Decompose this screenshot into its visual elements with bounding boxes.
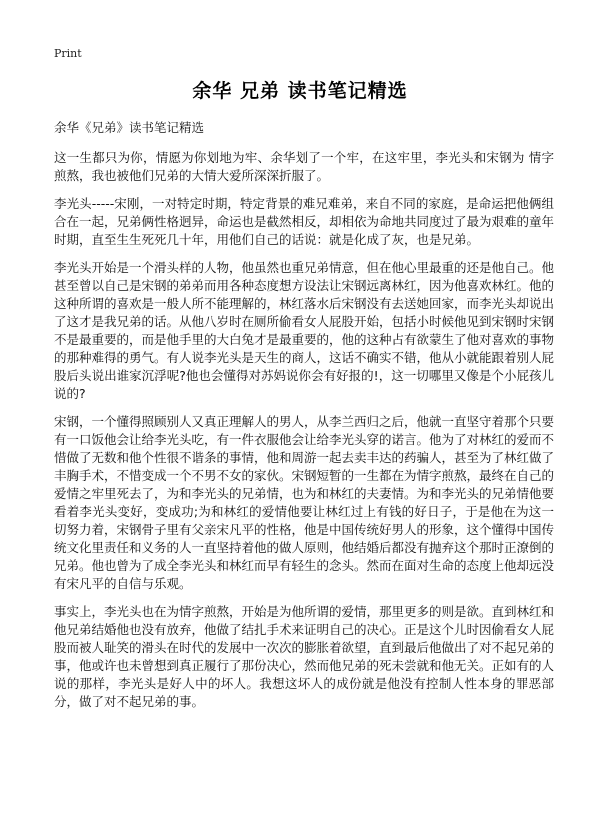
document-title: 余华 兄弟 读书笔记精选 bbox=[192, 80, 408, 102]
paragraph-2: 李光头-----宋刚，一对特定时期，特定背景的难兄难弟，来自不同的家庭，是命运把他俩组合在一起，兄弟俩性格迥异，命运也是截然相反，却相依为命地共同度过了最为艰难的童年时期，直至生生死死几十年，用他们自己的话说：就是化成了灰，也是兄弟。 bbox=[54, 196, 555, 247]
paragraph-5: 事实上，李光头也在为情字煎熬，开始是为他所谓的爱情，那里更多的则是欲。直到林红和他兄弟结婚他也没有放弃，他做了结扎手术来证明自己的决心。正是这个儿时因偷看女人屁股而被人耻笑的滑头在时代的发展中一次次的膨胀着欲望，直到最后他做出了对不起兄弟的事，他或许也未曾想到真正履行了那份决心，然而他兄弟的死未尝就和他无关。正如有的人说的那样，李光头是好人中的坏人。我想这坏人的成份就是他没有控制人性本身的罪恶部分，做了对不起兄弟的事。 bbox=[54, 604, 555, 709]
document-subtitle: 余华《兄弟》读书笔记精选 bbox=[54, 120, 205, 135]
document-body bbox=[54, 119, 554, 721]
paragraph-1: 这一生都只为你，情愿为你划地为牢、余华划了一个牢，在这牢里，李光头和宋钢为 情字煎熬，我也被他们兄弟的大情大爱所深深折服了。 bbox=[54, 150, 554, 183]
paragraph-4: 宋钢，一个懂得照顾别人又真正理解人的男人，从李兰西归之后，他就一直坚守着那个只要有一口饭他会让给李光头吃，有一件衣服他会让给李光头穿的诺言。他为了对林红的爱而不惜做了无数和他个性很不谐条的事情，他和周游一起去卖丰达的药骗人，甚至为了林红做了丰胸手术，不惜变成一个不男不女的家伙。宋钢短暂的一生都在为情字煎熬，最终在自己的爱情之牢里死去了，为和李光头的兄弟情，也为和林红的夫妻情。为和李光头的兄弟情他要看着李光头变好，变成功;为和林红的爱情他要让林红过上有钱的好日子，于是他在为这一切努力着，宋钢骨子里有父亲宋凡平的性格，他是中国传统好男人的形象，这个懂得中国传统文化里责任和义务的人一直坚持着他的做人原则，他结婚后都没有抛弃这个那时正潦倒的兄弟。他也曾为了成全李光头和林红而早有轻生的念头。然而在面对生命的态度上他却远没有宋凡平的自信与乐观。 bbox=[54, 414, 555, 591]
print-link[interactable]: Print bbox=[54, 47, 82, 60]
paragraph-3: 李光头开始是一个滑头样的人物，他虽然也重兄弟情意，但在他心里最重的还是他自己。他甚至曾以自己是宋钢的弟弟而用各种态度想方设法让宋钢远离林红，因为他喜欢林红。他的这种所谓的喜欢是一般人所不能理解的，林红落水后宋钢没有去送她回家，而李光头却说出了这才是我兄弟的话。从他八岁时在厕所偷看女人屁股开始，包括小时候他见到宋钢时宋钢不是最重要的，而是他手里的大白兔才是最重要的，他的这种占有欲蒙生了他对喜欢的事物的那种难得的勇气。有人说李光头是天生的商人，这话不确实不错，他从小就能跟着别人屁股后头说出谁家沉浮呢?他也会懂得对苏妈说你会有好报的!，这一切哪里又像是个小屁孩儿说的? bbox=[54, 260, 555, 401]
